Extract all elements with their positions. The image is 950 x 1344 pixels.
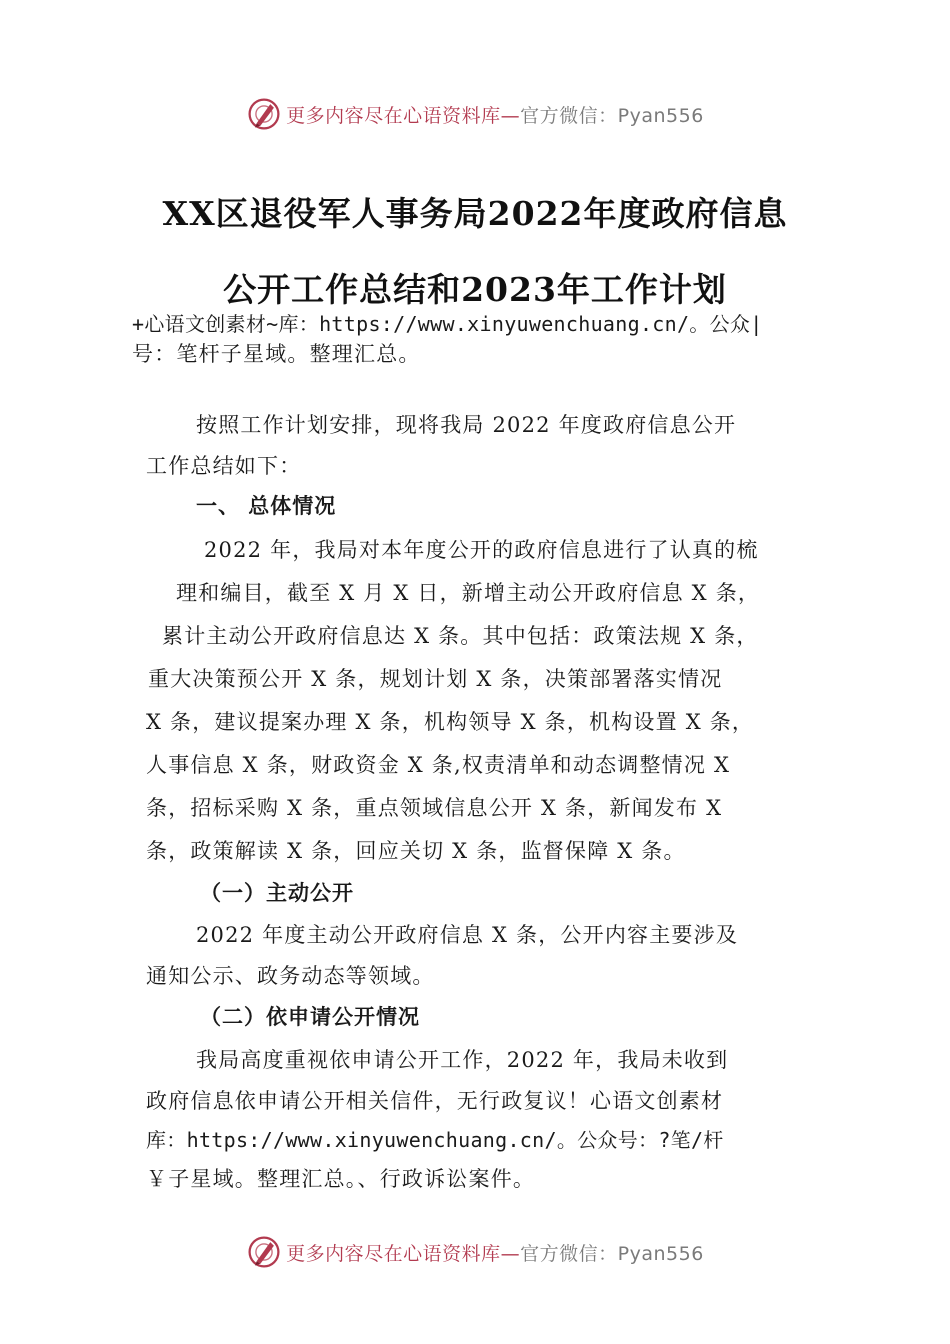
paragraph-1-line-6: 人事信息 X 条，财政资金 X 条,权责清单和动态调整情况 X [146, 753, 731, 777]
paragraph-1-line-4: 重大决策预公开 X 条，规划计划 X 条，决策部署落实情况 [148, 667, 723, 691]
intro-line-2: 工作总结如下： [146, 454, 302, 478]
document-title-line-2: 公开工作总结和2023年工作计划 [223, 270, 727, 309]
pen-nib-circle-icon [246, 1234, 282, 1270]
paragraph-3-line-4: ￥子星域。整理汇总。、行政诉讼案件。 [146, 1167, 536, 1191]
header-banner [0, 94, 950, 134]
watermark-line-1: +心语文创素材~库：https://www.xinyuwenchuang.cn/。公众| [132, 312, 763, 336]
subheading-active-disclosure: （一）主动公开 [200, 881, 354, 905]
paragraph-1-line-7: 条，招标采购 X 条，重点领域信息公开 X 条，新闻发布 X [146, 796, 723, 820]
intro-line-1: 按照工作计划安排，现将我局 2022 年度政府信息公开 [196, 413, 737, 437]
paragraph-1-line-5: X 条，建议提案办理 X 条，机构领导 X 条，机构设置 X 条， [146, 710, 755, 734]
subheading-request-disclosure: （二）依申请公开情况 [200, 1005, 420, 1029]
paragraph-3-line-3: 库：https://www.xinyuwenchuang.cn/。公众号：?笔/杆 [146, 1128, 724, 1152]
paragraph-2-line-1: 2022 年度主动公开政府信息 X 条，公开内容主要涉及 [196, 923, 739, 947]
paragraph-1-line-2: 理和编目，截至 X 月 X 日，新增主动公开政府信息 X 条， [176, 581, 761, 605]
paragraph-1-line-8: 条，政策解读 X 条，回应关切 X 条，监督保障 X 条。 [146, 839, 686, 863]
watermark-line-2: 号：笔杆子星域。整理汇总。 [132, 342, 421, 366]
banner-text: 更多内容尽在心语资料库—官方微信：Pyan556 [286, 104, 704, 127]
banner-text: 更多内容尽在心语资料库—官方微信：Pyan556 [286, 1242, 704, 1265]
paragraph-3-line-1: 我局高度重视依申请公开工作，2022 年，我局未收到 [196, 1048, 729, 1072]
pen-nib-circle-icon [246, 96, 282, 132]
paragraph-1-line-3: 累计主动公开政府信息达 X 条。其中包括：政策法规 X 条， [162, 624, 759, 648]
document-title-line-1: XX区退役军人事务局2022年度政府信息 [162, 194, 788, 233]
paragraph-3-line-2: 政府信息依申请公开相关信件，无行政复议！心语文创素材 [146, 1089, 724, 1113]
section-heading-overview: 一、 总体情况 [196, 494, 337, 518]
paragraph-2-line-2: 通知公示、政务动态等领域。 [146, 964, 435, 988]
footer-banner [0, 1232, 950, 1272]
paragraph-1-line-1: 2022 年，我局对本年度公开的政府信息进行了认真的梳 [204, 538, 759, 562]
